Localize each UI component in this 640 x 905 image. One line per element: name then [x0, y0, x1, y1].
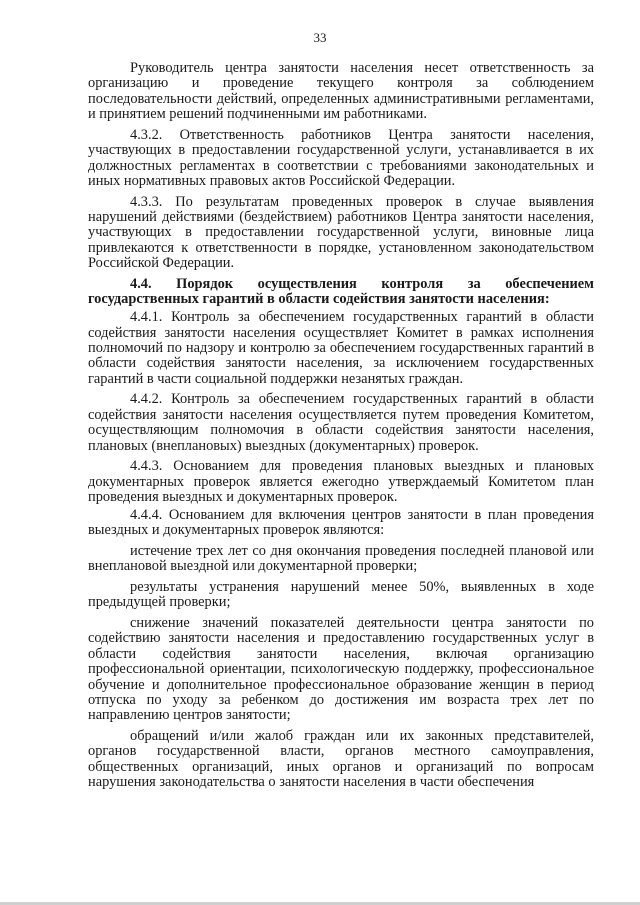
paragraph: 4.4.1. Контроль за обеспечением государственных гарантий в области содействия занятости населения осуществляет Комитет в рамках исполнения полномочий по надзору и контролю за обеспечением государственных гарантий в области содействия занятости населения, за исключением государственных гарантий в части социальной поддержки незанятых граждан. — [88, 309, 594, 387]
paragraph: 4.4.4. Основанием для включения центров занятости в план проведения выездных и документарных проверок являются: — [88, 506, 594, 539]
list-item: обращений и/или жалоб граждан или их законных представителей, органов государственной власти, органов местного самоуправления, общественных организаций, иных органов и организаций по вопросам нарушения законодательства о занятости населения в части обеспечения — [88, 727, 594, 791]
paragraph: 4.3.2. Ответственность работников Центра занятости населения, участвующих в предоставлении государственной услуги, устанавливается в их должностных регламентах в соответствии с требованиями законодательных и иных нормативных правовых актов Российской Федерации. — [88, 126, 594, 190]
paragraph: 4.4.2. Контроль за обеспечением государственных гарантий в области содействия занятости населения осуществляется путем проведения Комитетом, осуществляющим полномочия в области содействия занятости населения, плановых (внеплановых) выездных (документарных) проверок. — [88, 391, 594, 454]
section-heading: 4.4. Порядок осуществления контроля за обеспечением государственных гарантий в области содействия занятости населения: — [88, 275, 594, 308]
paragraph: Руководитель центра занятости населения несет ответственность за организацию и проведение текущего контроля за соблюдением последовательности действий, определенных административными регламентами, и принятием решений подчиненными им работниками. — [88, 60, 594, 123]
document-body — [88, 61, 594, 791]
paragraph: 4.4.3. Основанием для проведения плановых выездных и плановых документарных проверок является ежегодно утверждаемый Комитетом план проведения выездных и документарных проверок. — [88, 458, 594, 505]
list-item: истечение трех лет со дня окончания проведения последней плановой или внеплановой выездной или документарной проверки; — [88, 542, 594, 575]
list-item: результаты устранения нарушений менее 50%, выявленных в ходе предыдущей проверки; — [88, 578, 594, 611]
list-item: снижение значений показателей деятельности центра занятости по содействию занятости населения и предоставлению государственных услуг в области содействия занятости населения, включая организацию профессиональной ориентации, психологическую поддержку, профессиональное обучение и дополнительное профессиональное образование женщин в период отпуска по уходу за ребенком до достижения им возраста трех лет по направлению центров занятости; — [88, 614, 594, 724]
page-number: 33 — [313, 30, 327, 45]
paragraph: 4.3.3. По результатам проведенных проверок в случае выявления нарушений действиями (бездействием) работников Центра занятости населения, участвующих в предоставлении государственной услуги, виновные лица привлекаются к ответственности в порядке, установленном законодательством Российской Федерации. — [88, 193, 594, 272]
